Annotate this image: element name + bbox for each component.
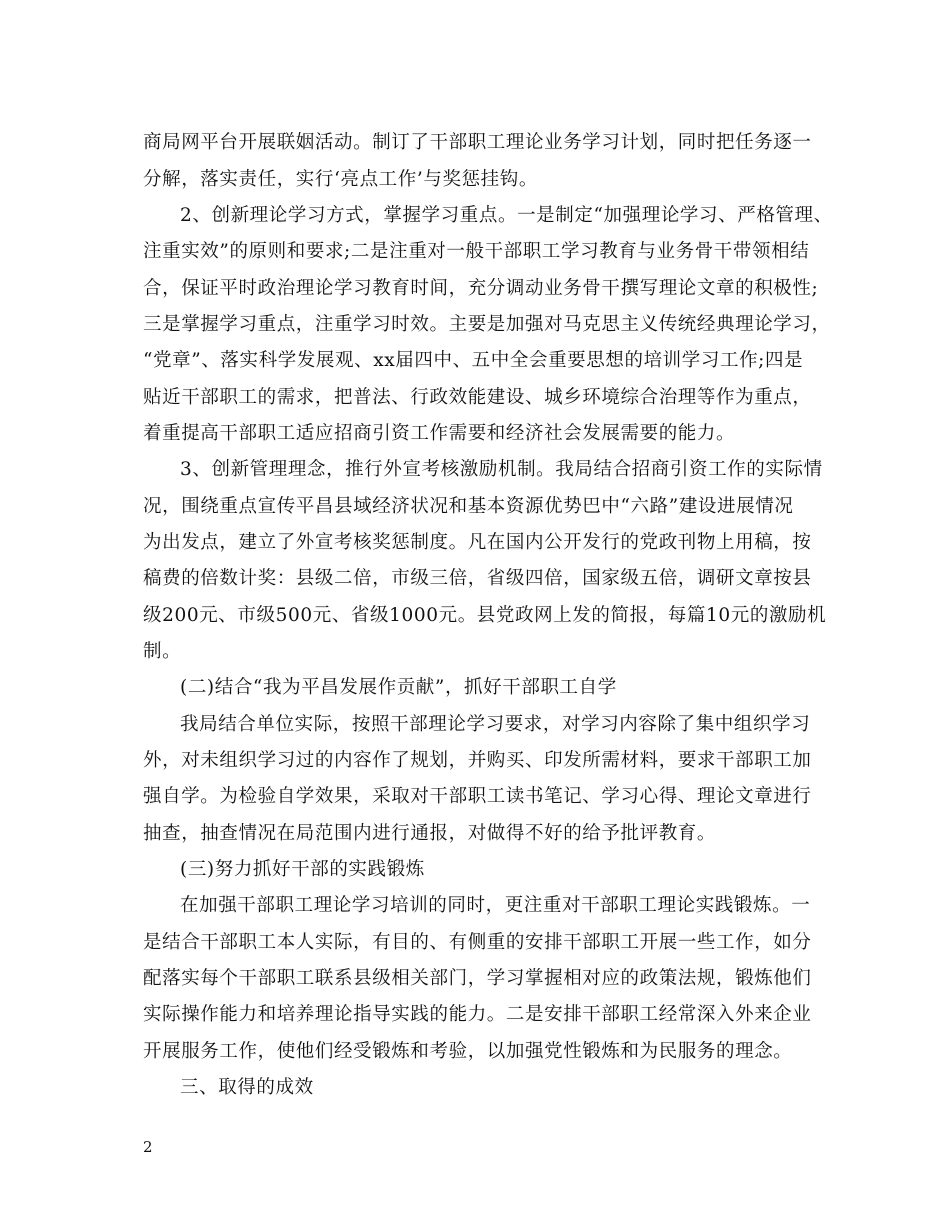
page-number: 2 [143,1138,153,1156]
section-heading: (二)结合“我为平昌发展作贡献”，抓好干部职工自学 [180,677,617,698]
text-line: 配落实每个干部职工联系县级相关部门，学习掌握相对应的政策法规，锻炼他们 [143,968,812,989]
section-heading: 三、取得的成效 [180,1077,314,1098]
text-line: 我局结合单位实际，按照干部理论学习要求，对学习内容除了集中组织学习 [180,714,811,735]
text-line: 2、创新理论学习方式，掌握学习重点。一是制定“加强理论学习、严格管理、 [180,205,833,226]
text-line: 稿费的倍数计奖：县级二倍，市级三倍，省级四倍，国家级五倍，调研文章按县 [143,568,812,589]
text-line: 况，围绕重点宣传平昌县域经济状况和基本资源优势巴中“六路”建设进展情况 [143,496,794,517]
text-line: 分解，落实责任，实行‘亮点工作’与奖惩挂钩。 [143,169,538,190]
section-heading: (三)努力抓好干部的实践锻炼 [180,859,425,880]
text-line: 开展服务工作，使他们经受锻炼和考验，以加强党性锻炼和为民服务的理念。 [143,1041,793,1062]
text-line: 是结合干部职工本人实际，有目的、有侧重的安排干部职工开展一些工作，如分 [143,932,812,953]
text-line: 抽查，抽查情况在局范围内进行通报，对做得不好的给予批评教育。 [143,823,717,844]
text-line: 商局网平台开展联姻活动。制订了干部职工理论业务学习计划，同时把任务逐一 [143,132,812,153]
text-line: 为出发点，建立了外宣考核奖惩制度。凡在国内公开发行的党政刊物上用稿，按 [143,532,812,553]
text-line: 强自学。为检验自学效果，采取对干部职工读书笔记、学习心得、理论文章进行 [143,786,812,807]
text-line: 注重实效”的原则和要求;二是注重对一般干部职工学习教育与业务骨干带领相结 [143,241,810,262]
text-line: 三是掌握学习重点，注重学习时效。主要是加强对马克思主义传统经典理论学习， [143,314,831,335]
text-line: 贴近干部职工的需求，把普法、行政效能建设、城乡环境综合治理等作为重点， [143,387,812,408]
text-line: 级200元、市级500元、省级1000元。县党政网上发的简报，每篇10元的激励机 [143,605,827,626]
text-line: 着重提高干部职工适应招商引资工作需要和经济社会发展需要的能力。 [143,423,736,444]
text-line: 制。 [143,641,182,662]
text-line: “党章”、落实科学发展观、xx届四中、五中全会重要思想的培训学习工作;四是 [143,350,804,371]
text-line: 3、创新管理理念，推行外宣考核激励机制。我局结合招商引资工作的实际情 [180,459,823,480]
text-line: 在加强干部职工理论学习培训的同时，更注重对干部职工理论实践锻炼。一 [180,895,811,916]
text-line: 实际操作能力和培养理论指导实践的能力。二是安排干部职工经常深入外来企业 [143,1004,812,1025]
text-line: 外，对未组织学习过的内容作了规划，并购买、印发所需材料，要求干部职工加 [143,750,812,771]
text-line: 合，保证平时政治理论学习教育时间，充分调动业务骨干撰写理论文章的积极性; [143,278,819,299]
